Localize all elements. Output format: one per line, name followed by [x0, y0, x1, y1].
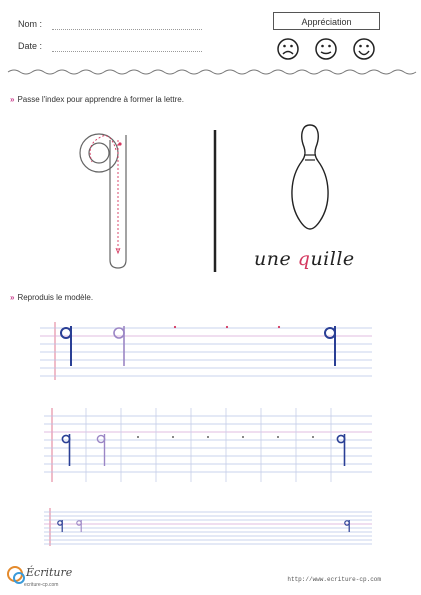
- nom-label: Nom :: [18, 19, 43, 29]
- date-label: Date :: [18, 41, 43, 51]
- instruction-copy-text: Reproduis le modèle.: [17, 293, 94, 302]
- instruction-trace-text: Passe l'index pour apprendre à former la lettre.: [17, 95, 184, 104]
- logo-text: Écriture: [26, 566, 73, 579]
- word-caption: [254, 248, 355, 270]
- bullet-icon: »: [10, 95, 15, 104]
- instruction-copy: [10, 293, 93, 302]
- bullet-icon: »: [10, 293, 15, 302]
- model-row-3[interactable]: [44, 508, 372, 546]
- appreciation-title: Appréciation: [273, 12, 380, 30]
- bowling-pin-icon: [292, 125, 328, 229]
- neutral-smile-icon[interactable]: [316, 39, 336, 59]
- word-before: une: [254, 248, 298, 270]
- instruction-trace: [10, 95, 184, 104]
- model-row-1[interactable]: [40, 322, 372, 380]
- model-row-2[interactable]: [44, 408, 372, 482]
- happy-face-icon[interactable]: [354, 39, 374, 59]
- footer-url[interactable]: http://www.ecriture-cp.com: [287, 576, 381, 583]
- sad-face-icon[interactable]: [278, 39, 298, 59]
- word-highlight: q: [297, 248, 311, 270]
- word-after: uille: [310, 248, 355, 270]
- ecriture-logo-icon: [8, 567, 24, 583]
- logo-subtitle: ecriture-cp.com: [24, 582, 59, 588]
- tracing-letter-q[interactable]: [80, 134, 126, 268]
- wavy-divider: [8, 70, 416, 74]
